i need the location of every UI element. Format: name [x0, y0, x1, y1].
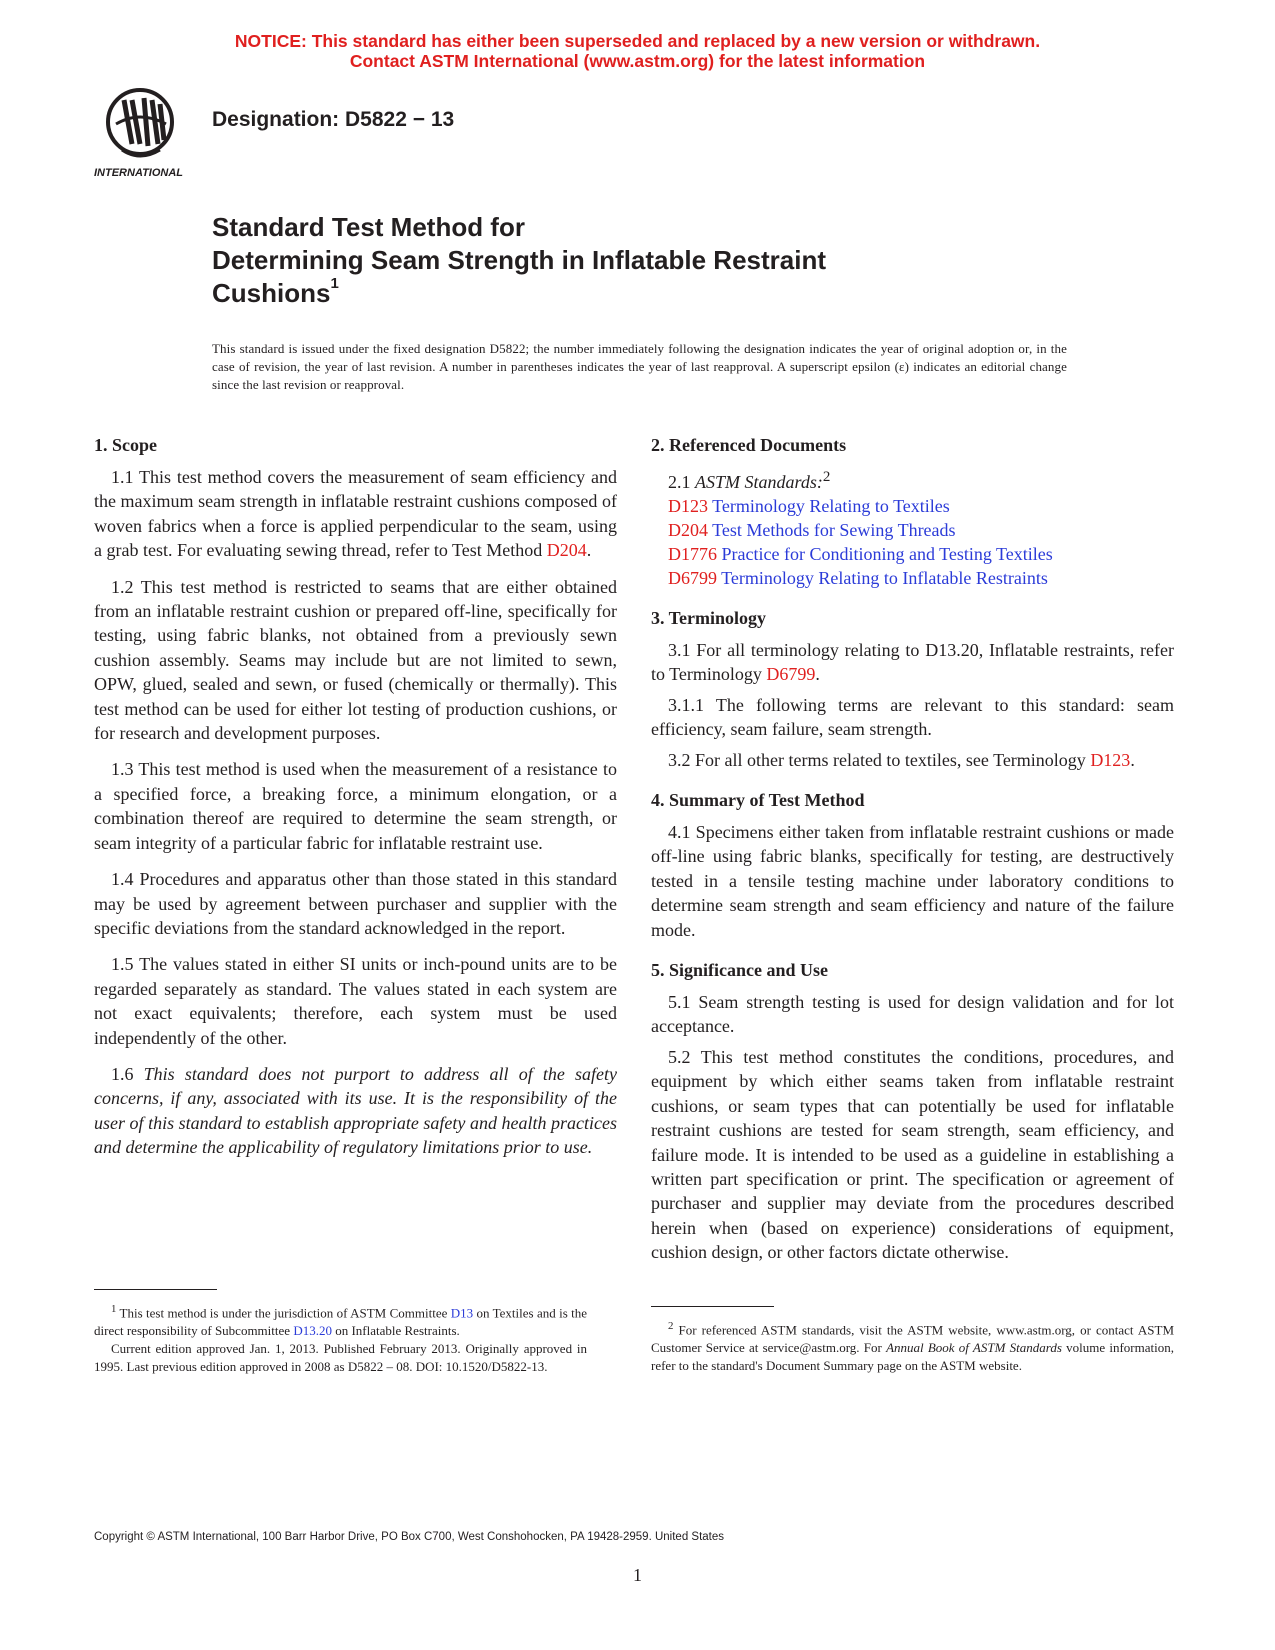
ref-item-d6799[interactable]: D6799 Terminology Relating to Inflatable Restraints: [668, 568, 1048, 588]
para-4-1: 4.1 Specimens either taken from inflatable restraint cushions or made off-line using fabric blanks, specifically for testing, are destructively tested in a tensile testing machine under laboratory conditions to determine seam strength and seam efficiency and nature of the failure mode.: [651, 822, 1174, 940]
title-footnote-mark: 1: [330, 275, 339, 292]
notice-line-2: Contact ASTM International (www.astm.org) for the latest information: [349, 51, 926, 71]
issuance-note: This standard is issued under the fixed designation D5822; the number immediately following the designation indicates the year of original adoption or, in the case of revision, the year of last revision. A number in parentheses indicates the year of last reapproval. A superscript epsilon (ε) indicates an editorial change since the last revision or reapproval.: [212, 341, 1067, 392]
page-number: 1: [633, 1565, 642, 1585]
para-1-4: 1.4 Procedures and apparatus other than those stated in this standard may be used by agreement between purchaser and supplier with the specific deviations from the standard acknowledged in the report.: [94, 869, 617, 938]
refs-heading: 2. Referenced Documents: [651, 435, 847, 455]
section-scope: [94, 433, 617, 1160]
logo-text: INTERNATIONAL: [94, 167, 184, 179]
para-5-1: 5.1 Seam strength testing is used for design validation and for lot acceptance.: [651, 992, 1174, 1037]
right-column: [651, 433, 1174, 1281]
ref-item-d123[interactable]: D123 Terminology Relating to Textiles: [668, 496, 950, 516]
link-d13[interactable]: D13: [450, 1305, 474, 1321]
link-d123[interactable]: D123: [1090, 749, 1131, 770]
title-line-3: Cushions: [212, 278, 331, 308]
link-d204[interactable]: D204: [546, 540, 587, 561]
footnote-1-edition: Current edition approved Jan. 1, 2013. Published February 2013. Originally approved in 1995. Last previous edition approved in 2008 as D5822 – 08. DOI: 10.1520/D5822-13.: [94, 1341, 587, 1375]
reference-list: [651, 465, 1174, 590]
section-terminology: [651, 606, 1174, 772]
astm-logo-mark: [94, 80, 194, 180]
footnote-1: $^1$ This test method is under the jurisdiction of ASTM Committee D13 on Textiles and is the direct responsibility of Subcommittee D13.20 on Inflatable Restraints. Current edition approved Jan. 1, 2013. Published February 2013. Originally approved in 1995. Last previous edition approved in 2008 as D5822 – 08. DOI: 10.1520/D5822-13.: [94, 1303, 588, 1375]
para-3-1: 3.1 For all terminology relating to D13.20, Inflatable restraints, refer to Terminology D6799.: [651, 640, 1174, 685]
summary-heading: 4. Summary of Test Method: [651, 790, 865, 811]
significance-heading: 5. Significance and Use: [651, 960, 829, 981]
footnote-rule-right: [651, 1306, 774, 1307]
astm-logo: [94, 80, 194, 180]
para-5-2: 5.2 This test method constitutes the conditions, procedures, and equipment by which either seams taken from inflatable restraint cushions, or seam types that can potentially be used for inflatable restraint cushions are tested for seam strength, seam efficiency, and failure mode. It is intended to be used as a guideline in establishing a written part specification or print. The specification or agreement of purchaser and supplier may deviate from the procedures described herein when (based on experience) considerations of equipment, cushion design, or other factors dictate otherwise.: [651, 1046, 1174, 1263]
footnote-2: $^2$ For referenced ASTM standards, visit the ASTM website, www.astm.org, or contact ASTM Customer Service at service@astm.org. For Annual Book of ASTM Standards volume information, refer to the standard's Document Summary page on the ASTM website.: [651, 1320, 1174, 1374]
document-title: [212, 211, 1012, 310]
section-referenced-documents: [651, 433, 1174, 590]
superseded-notice: [0, 31, 1275, 71]
para-1-2: 1.2 This test method is restricted to seams that are either obtained from an inflatable restraint cushion or prepared off-line, specifically for testing, using fabric blanks, not obtained from a previously sewn cushion assembly. Seams may include but are not limited to sewn, OPW, glued, sealed and sewn, or fused (chemically or thermally). This test method can be used for either lot testing of production cushions, or for research and development purposes.: [94, 576, 617, 744]
title-line-1: Standard Test Method for: [212, 212, 525, 242]
para-1-6: 1.6 This standard does not purport to address all of the safety concerns, if any, associated with its use. It is the responsibility of the user of this standard to establish appropriate safety and health practices and determine the applicability of regulatory limitations prior to use.: [94, 1063, 618, 1158]
designation: Designation: D5822 − 13: [212, 108, 455, 131]
link-d13-20[interactable]: D13.20: [293, 1323, 332, 1339]
copyright-line: Copyright © ASTM International, 100 Barr Harbor Drive, PO Box C700, West Conshohocken, PA 19428-2959. United States: [94, 1531, 725, 1543]
notice-line-1: NOTICE: This standard has either been superseded and replaced by a new version or withdrawn.: [234, 31, 1041, 51]
title-line-2: Determining Seam Strength in Inflatable Restraint: [212, 245, 826, 275]
para-1-3: 1.3 This test method is used when the measurement of a resistance to a specified force, a breaking force, a minimum elongation, or a combination thereof are required to determine the seam strength, or seam integrity of a particular fabric for inflatable restraint use.: [94, 759, 617, 853]
link-d6799[interactable]: D6799: [766, 664, 816, 685]
section-summary: [651, 788, 1174, 942]
para-1-1: 1.1 This test method covers the measurement of seam efficiency and the maximum seam strength in inflatable restraint cushions composed of woven fabrics when a force is applied perpendicular to the seam, using a grab test. For evaluating sewing thread, refer to Test Method D204.: [94, 467, 617, 561]
para-3-2: 3.2 For all other terms related to textiles, see Terminology D123.: [668, 749, 1135, 770]
para-1-5: 1.5 The values stated in either SI units or inch-pound units are to be regarded separately as standard. The values stated in each system are not exact equivalents; therefore, each system must be used independently of the other.: [94, 954, 617, 1048]
section-significance: [651, 958, 1174, 1264]
ref-item-d204[interactable]: D204 Test Methods for Sewing Threads: [668, 520, 956, 540]
terminology-heading: 3. Terminology: [651, 608, 767, 628]
para-3-1-1: 3.1.1 The following terms are relevant to this standard: seam efficiency, seam failure, seam strength.: [651, 694, 1174, 740]
left-column: [94, 433, 617, 1176]
astm-standards-label: 2.1 ASTM Standards:$^2$: [668, 469, 831, 492]
footnote-rule-left: [94, 1289, 217, 1290]
ref-item-d1776[interactable]: D1776 Practice for Conditioning and Testing Textiles: [668, 544, 1053, 564]
scope-heading: 1. Scope: [94, 435, 157, 455]
